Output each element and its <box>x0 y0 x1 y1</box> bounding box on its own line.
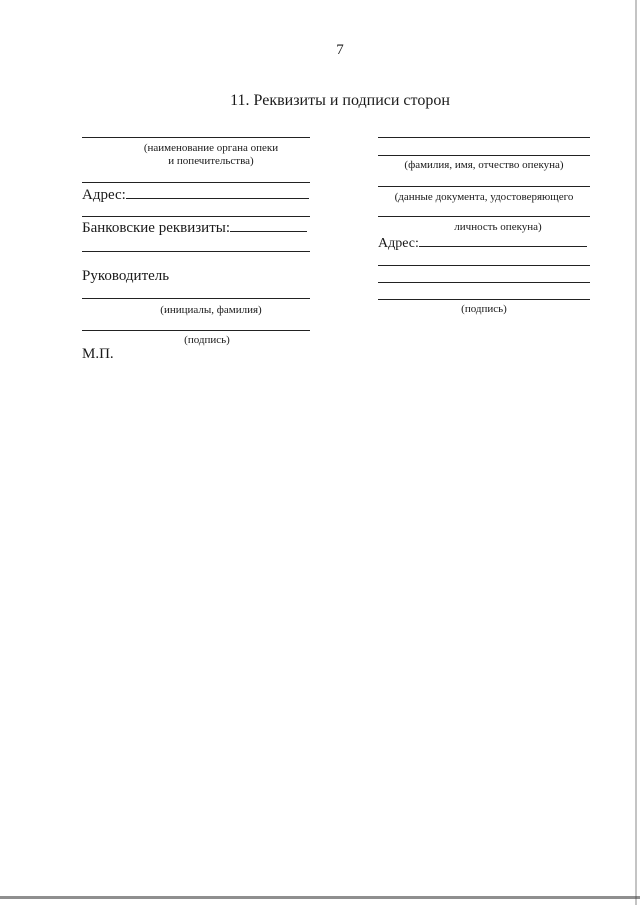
scan-edge-bottom <box>0 896 640 899</box>
guardian-address-field <box>378 234 587 252</box>
org-name-caption-line-2: и попечительства) <box>168 155 254 167</box>
guardian-signature-caption: (подпись) <box>461 303 507 315</box>
signature-caption: (подпись) <box>184 334 230 346</box>
head-label: Руководитель <box>82 268 170 284</box>
bank-details-label: Банковские реквизиты: <box>82 220 231 236</box>
page-number: 7 <box>336 42 344 58</box>
document-caption-line-2: личность опекуна) <box>454 221 542 233</box>
stamp-label: М.П. <box>82 346 114 362</box>
org-name-caption-line-1: (наименование органа опеки <box>143 142 279 154</box>
separator-line <box>378 282 590 283</box>
address-label: Адрес: <box>82 187 126 203</box>
document-line-2 <box>378 216 590 217</box>
guardian-address-label: Адрес: <box>378 236 419 251</box>
separator-line <box>82 251 310 252</box>
guardian-address-blank <box>419 234 587 247</box>
bank-details-blank <box>230 219 307 232</box>
signature-line <box>82 330 310 331</box>
guardian-name-line <box>378 155 590 156</box>
address-field <box>82 186 309 204</box>
initials-line <box>82 298 310 299</box>
document-line <box>378 186 590 187</box>
org-name-line <box>82 137 310 138</box>
initials-caption: (инициалы, фамилия) <box>160 304 262 316</box>
separator-line <box>378 137 590 138</box>
separator-line <box>378 265 590 266</box>
separator-line <box>82 182 310 183</box>
guardian-name-caption: (фамилия, имя, отчество опекуна) <box>404 159 564 171</box>
bank-details-field <box>82 219 307 237</box>
address-blank <box>126 186 309 199</box>
guardian-signature-line <box>378 299 590 300</box>
scan-edge-right <box>635 0 637 905</box>
document-caption-line-1: (данные документа, удостоверяющего <box>394 191 574 203</box>
section-title: 11. Реквизиты и подписи сторон <box>230 92 450 109</box>
separator-line <box>82 216 310 217</box>
